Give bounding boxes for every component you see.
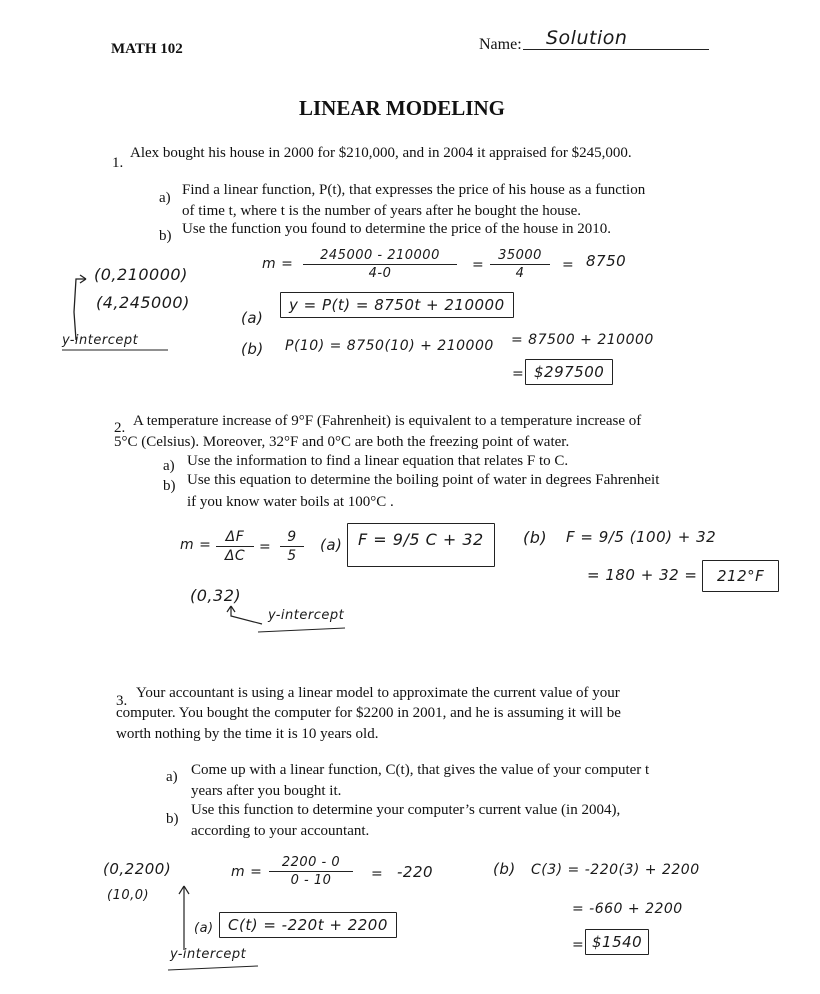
problem-3-b-line1: Use this function to determine your computer’s current value (in 2004),	[191, 802, 621, 818]
problem-1-equals-1: =	[472, 257, 485, 273]
problem-2-intercept-note: y-intercept	[268, 608, 345, 623]
problem-1-a-line1: Find a linear function, P(t), that expresses the price of his house as a function	[182, 182, 646, 198]
name-label: Name:	[479, 36, 522, 53]
problem-3-number: 3.	[116, 693, 128, 709]
problem-2-b-line2: if you know water boils at 100°C .	[187, 494, 394, 510]
slope-numerator: 2200 - 0	[269, 855, 353, 872]
problem-1-b-text: Use the function you found to determine the price of the house in 2010.	[182, 221, 612, 237]
problem-1-b-answer-box: $297500	[525, 359, 613, 385]
problem-3-point-1: (0,2200)	[103, 860, 172, 878]
slope-denominator: 0 - 10	[290, 873, 332, 888]
slope-numerator-2: 9	[280, 529, 304, 547]
problem-3-a-answer-box: C(t) = -220t + 2200	[219, 912, 397, 938]
slope-numerator-2: 35000	[490, 248, 550, 265]
problem-3-b-work-label: (b)	[493, 860, 516, 878]
problem-2-a-work-label: (a)	[320, 536, 343, 554]
problem-3-line2: computer. You bought the computer for $2200 in 2001, and he is assuming it will be	[116, 705, 621, 721]
problem-3-b-answer-box: $1540	[585, 929, 649, 955]
problem-3-line1: Your accountant is using a linear model to approximate the current value of your	[136, 685, 620, 701]
problem-2-b-line1: Use this equation to determine the boiling point of water in degrees Fahrenheit	[187, 472, 660, 488]
slope-denominator-2: 4	[515, 266, 525, 281]
problem-3-a-line1: Come up with a linear function, C(t), that gives the value of your computer t	[191, 762, 650, 778]
problem-2-b-line1: F = 9/5 (100) + 32	[566, 528, 717, 546]
problem-3-a-work-label: (a)	[194, 921, 214, 936]
problem-3-b-line2: = -660 + 2200	[572, 901, 683, 917]
problem-3-slope-value: -220	[397, 863, 434, 881]
problem-2-line2: 5°C (Celsius). Moreover, 32°F and 0°C are both the freezing point of water.	[114, 434, 570, 450]
slope-numerator: 245000 - 210000	[303, 248, 457, 265]
problem-3-slope-m: m =	[231, 864, 263, 880]
problem-3-equals-1: =	[371, 866, 384, 882]
problem-1-b-line1: P(10) = 8750(10) + 210000	[285, 338, 494, 354]
problem-3-line3: worth nothing by the time it is 10 years old.	[116, 726, 379, 742]
problem-1-b-work-label: (b)	[241, 340, 264, 358]
problem-2-a-text: Use the information to find a linear equation that relates F to C.	[187, 453, 569, 469]
problem-2-point: (0,32)	[190, 586, 242, 605]
student-name: Solution	[546, 27, 628, 49]
problem-1-point-2: (4,245000)	[96, 293, 190, 312]
problem-3-a-line2: years after you bought it.	[191, 783, 342, 799]
problem-1-a-line2: of time t, where t is the number of years after he bought the house.	[182, 203, 582, 219]
problem-3-b-line2: according to your accountant.	[191, 823, 370, 839]
slope-numerator: ΔF	[216, 529, 254, 547]
problem-2-b-line2: = 180 + 32 =	[587, 566, 698, 584]
slope-denominator-2: 5	[287, 548, 297, 564]
problem-3-point-2: (10,0)	[107, 888, 150, 903]
problem-1-a-label: a)	[159, 190, 171, 206]
problem-1-equals-2: =	[562, 257, 575, 273]
problem-2-slope-m: m =	[180, 537, 212, 553]
problem-1-a-work-label: (a)	[241, 309, 264, 327]
problem-1-slope-value: 8750	[586, 252, 627, 270]
problem-3-b-label: b)	[166, 811, 179, 827]
problem-2-b-answer-box: 212°F	[702, 560, 779, 592]
problem-2-number: 2.	[114, 420, 126, 436]
page-title: LINEAR MODELING	[299, 96, 505, 120]
problem-2-a-answer-box: F = 9/5 C + 32	[347, 523, 495, 567]
problem-2-a-label: a)	[163, 458, 175, 474]
problem-3-a-label: a)	[166, 769, 178, 785]
problem-1-intercept-note: y-intercept	[62, 333, 139, 348]
problem-1-a-answer-box: y = P(t) = 8750t + 210000	[280, 292, 514, 318]
problem-1-number: 1.	[112, 155, 124, 171]
problem-1-b-label: b)	[159, 228, 172, 244]
course-label: MATH 102	[111, 41, 183, 57]
slope-denominator: 4-0	[368, 266, 392, 281]
problem-2-b-label: b)	[163, 478, 176, 494]
problem-3-intercept-note: y-intercept	[170, 947, 247, 962]
problem-3-slope-fraction	[269, 855, 353, 888]
problem-2-b-work-label: (b)	[523, 528, 548, 547]
problem-1-text: Alex bought his house in 2000 for $210,000, and in 2004 it appraised for $245,000.	[130, 145, 632, 161]
problem-2-equals-1: =	[259, 539, 272, 555]
problem-1-b-line1b: = 87500 + 210000	[511, 332, 654, 348]
problem-2-line1: A temperature increase of 9°F (Fahrenheit) is equivalent to a temperature increase of	[133, 413, 642, 429]
problem-1-slope-m: m =	[262, 256, 294, 272]
problem-1-b-answer-eq: =	[512, 366, 525, 382]
problem-3-b-line1: C(3) = -220(3) + 2200	[531, 862, 700, 878]
problem-1-point-1: (0,210000)	[94, 265, 188, 284]
problem-3-b-answer-eq: =	[572, 937, 585, 953]
slope-denominator: ΔC	[224, 548, 246, 564]
